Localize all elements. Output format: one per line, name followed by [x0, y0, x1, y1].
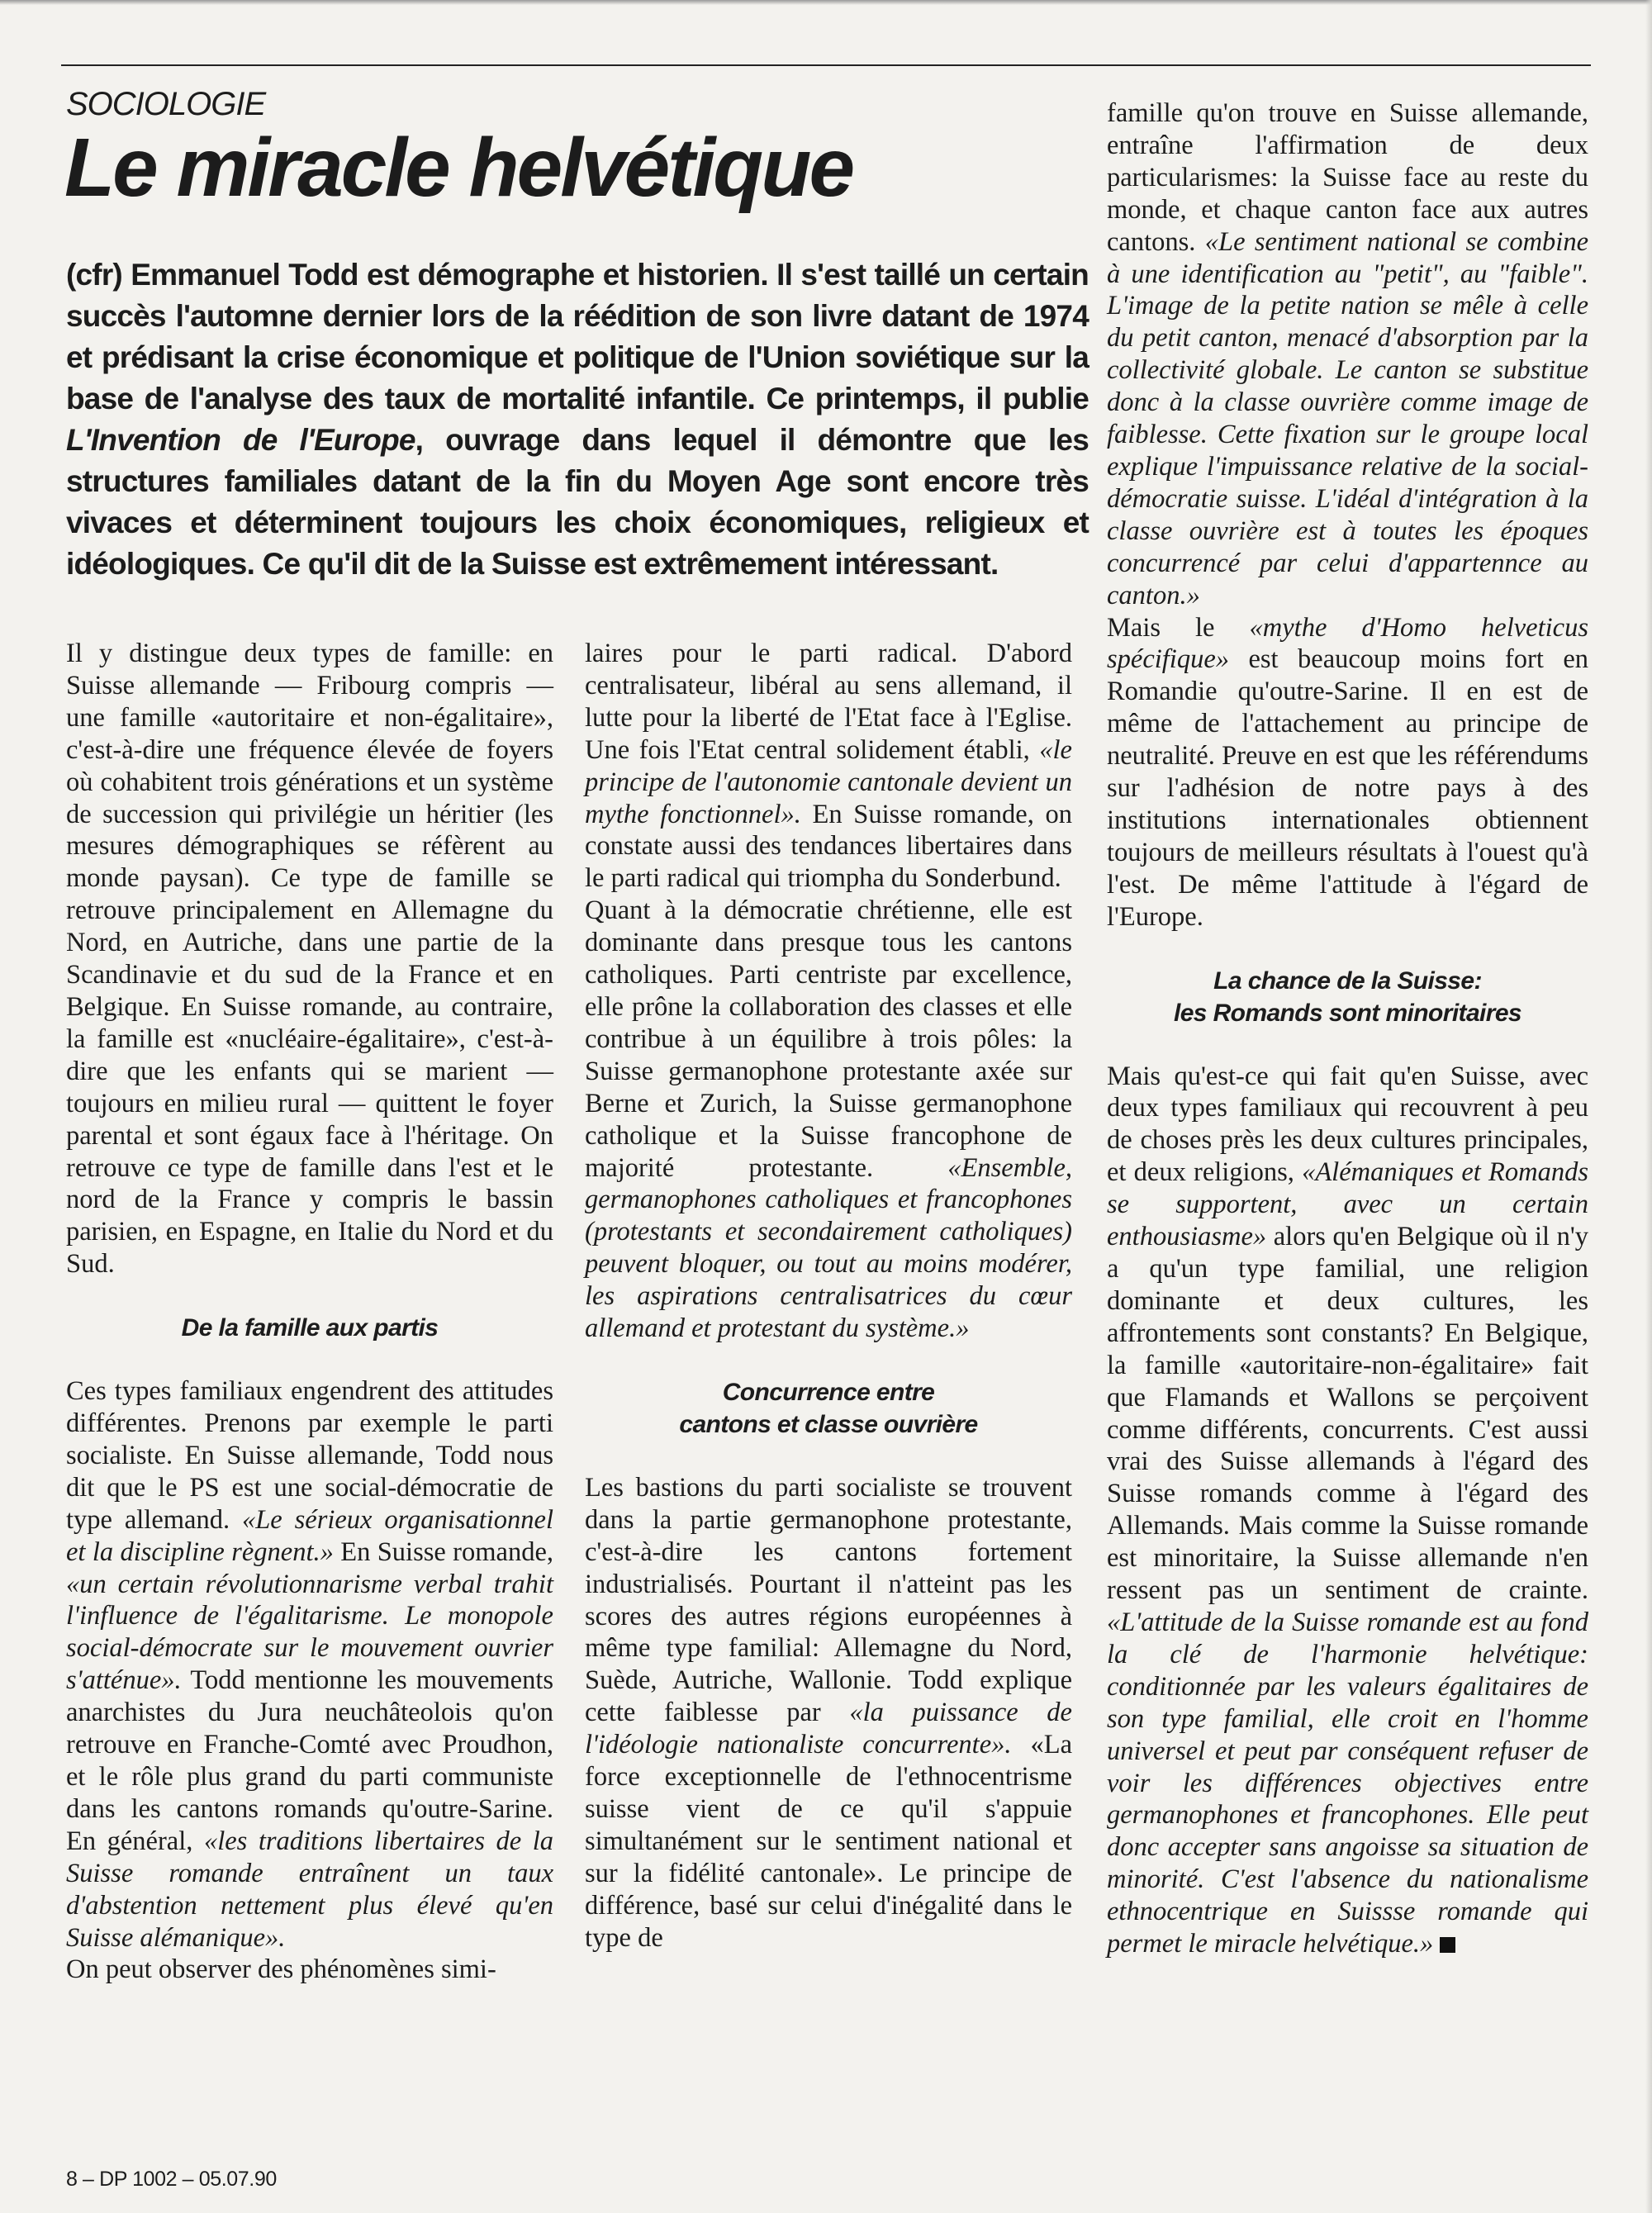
paragraph — [1107, 612, 1588, 933]
lead-text-2: , ouvrage dans lequel il démontre que les structures familiales datant de la fin du Moyen Age sont encore très vivaces et déterminent toujours les choix économiques, religieux et idéologiques. Ce qu'il dit de la Suisse est extrêmement intéressant. — [66, 423, 1089, 581]
section-rubric: SOCIOLOGIE — [66, 86, 266, 122]
quote: «un certain révolutionnarisme verbal trahit l'influence de l'égalitarisme. Le monopole social-démocrate sur le mouvement ouvrier s'atténue». — [66, 1569, 553, 1696]
text: Les bastions du parti socialiste se trouvent dans la partie germanophone protestante, c'est-à-dire les cantons fortement industrialisés. Pourtant il n'atteint pas les scores des autres régions européennes à même type familial: Allemagne du Nord, Suède, Autriche, Wallonie. Todd explique cette faiblesse par — [585, 1472, 1072, 1728]
quote: «les traditions libertaires de la Suisse romande entraînent un taux d'abstention nettement plus élevé qu'en Suisse alémanique». — [66, 1826, 553, 1953]
column-2 — [585, 638, 1072, 1954]
paragraph: On peut observer des phénomènes simi- — [66, 1954, 496, 1985]
subheading-line: La chance de la Suisse: — [1213, 966, 1482, 995]
header-rule — [61, 64, 1591, 66]
scan-shadow — [0, 0, 1652, 5]
paragraph — [1107, 1061, 1588, 1960]
subheading-line: Concurrence entre — [722, 1378, 935, 1406]
text: En Suisse romande, on constate aussi des tendances libertaires dans le parti radical qui triompha du Sonderbund. — [585, 799, 1072, 894]
column-1 — [66, 638, 553, 1986]
quote: «le principe de l'autonomie cantonale devient un mythe fonctionnel». — [585, 734, 1072, 829]
page-footer: 8 – DP 1002 – 05.07.90 — [66, 2168, 277, 2191]
quote: «la puissance de l'idéologie nationaliste concurrente». — [585, 1698, 1072, 1760]
text: Ces types familiaux engendrent des attitudes différentes. Prenons par exemple le parti socialiste. En Suisse allemande, Todd nous dit que le PS est une social-démocratie de type allemand. — [66, 1376, 553, 1535]
article-lead — [66, 254, 1089, 585]
text: Quant à la démocratie chrétienne, elle est dominante dans presque tous les cantons catholiques. Parti centriste par excellence, elle prône la collaboration des classes et elle contribue à un équilibre à trois pôles: la Suisse germanophone protestante axée sur Berne et Zurich, la Suisse germanophone catholique et la Suisse francophone de majorité protestante. — [585, 895, 1072, 1183]
quote: «Le sérieux organisationnel et la discipline règnent.» — [66, 1504, 553, 1567]
text: Mais le — [1107, 612, 1250, 643]
text: «La force exceptionnelle de l'ethnocentrisme suisse vient de ce qu'il s'appuie simultanément sur le sentiment national et sur la fidélité cantonale». Le principe de différence, basé sur celui d'inégalité dans le type de — [585, 1730, 1073, 1953]
quote: «Le sentiment national se combine à une identification au "petit", au "faible". L'image de la petite nation se mêle à celle du petit canton, menacé d'absorption par la collectivité globale. Le canton se substitue donc à la classe ouvrière comme image de faiblesse. Cette fixation sur le groupe local explique l'impuissance relative de la social-démocratie suisse. L'idéal d'intégration à la classe ouvrière est à toutes les époques concurrencé par celui d'appartennce au canton.» — [1107, 226, 1588, 610]
paragraph — [585, 895, 1072, 1345]
subheading-line: les Romands sont minoritaires — [1173, 999, 1522, 1027]
text: alors qu'en Belgique où il n'y a qu'un type familial, une religion dominante et deux cultures, les affrontements sont constants? En Belgique, la famille «autoritaire-non-égalitaire» fait que Flamands et Wallons se perçoivent comme différents, concurrents. C'est aussi vrai des Suisse allemands à l'égard des Suisse romands comme à l'égard des Allemands. Mais comme la Suisse romande est minoritaire, la Suisse allemande n'en ressent pas un sentiment de crainte. — [1107, 1222, 1588, 1606]
lead-book-title: L'Invention de l'Europe — [66, 423, 415, 457]
text: Todd mentionne les mouvements anarchistes du Jura neuchâteolois qu'on retrouve en Franche-Comté avec Proudhon, et le rôle plus grand du parti communiste dans les cantons romands qu'outre-Sarine. En général, — [66, 1665, 553, 1856]
text: famille qu'on trouve en Suisse allemande, entraîne l'affirmation de deux particularismes: la Suisse face au reste du monde, et chaque canton face aux autres cantons. — [1107, 98, 1588, 257]
quote: «L'attitude de la Suisse romande est au fond la clé de l'harmonie helvétique: conditionnée par les valeurs égalitaires de son type familial, elle croit en l'homme universel et peut par conséquent refuser de voir les différences objectives entre germanophones et francophones. Elle peut donc accepter sans angoisse sa situation de minorité. C'est l'absence du nationalisme ethnocentrique en Suissse romande qui permet le miracle helvétique.» — [1107, 1607, 1588, 1959]
text: Mais qu'est-ce qui fait qu'en Suisse, avec deux types familiaux qui recouvrent à peu de choses près les deux cultures principales, et deux religions, — [1107, 1061, 1588, 1188]
paragraph — [1107, 97, 1588, 612]
quote: «Ensemble, germanophones catholiques et francophones (protestants et secondairement catholiques) peuvent bloquer, ou tout au moins modérer, les aspirations centralisatrices du cœur allemand et protestant du système.» — [585, 1152, 1072, 1344]
paragraph — [585, 638, 1072, 895]
lead-text-1: (cfr) Emmanuel Todd est démographe et historien. Il s'est taillé un certain succès l'automne dernier lors de la réédition de son livre datant de 1974 et prédisant la crise économique et politique de l'Union soviétique sur la base de l'analyse des taux de mortalité infantile. Ce printemps, il publie — [66, 258, 1089, 416]
scan-edge — [1645, 0, 1652, 2213]
subheading-concurrence — [585, 1376, 1072, 1441]
subheading-chance-suisse — [1107, 965, 1588, 1029]
text: laires pour le parti radical. D'abord centralisateur, libéral au sens allemand, il lutte pour la liberté de l'Etat face à l'Eglise. Une fois l'Etat central solidement établi, — [585, 639, 1072, 765]
article-title: Le miracle helvétique — [64, 121, 853, 214]
subheading-line: cantons et classe ouvrière — [679, 1410, 978, 1438]
subheading-famille-partis: De la famille aux partis — [181, 1314, 439, 1342]
quote: «Alémaniques et Romands se supportent, avec un certain enthousiasme» — [1107, 1157, 1588, 1252]
paragraph — [585, 1472, 1072, 1954]
column-3 — [1107, 97, 1588, 1960]
text: est beaucoup moins fort en Romandie qu'outre-Sarine. Il en est de même de l'attachement au principe de neutralité. Preuve en est que les référendums sur l'adhésion de notre pays à des institutions internationales obtiennent toujours de meilleurs résultats à l'ouest qu'à l'est. De même l'attitude à l'égard de l'Europe. — [1107, 644, 1588, 932]
quote: «mythe d'Homo helveticus spécifique» — [1107, 612, 1588, 675]
text: En Suisse romande, — [333, 1536, 553, 1567]
paragraph: Il y distingue deux types de famille: en Suisse allemande — Fribourg compris — une famille «autoritaire et non-égalitaire», c'est-à-dire une fréquence élevée de foyers où cohabitent trois générations et un système de succession qui privilégie un héritier (les mesures démographiques se réfèrent au monde paysan). Ce type de famille se retrouve principalement en Allemagne du Nord, en Autriche, dans une partie de la Scandinavie et du sud de la France et en Belgique. En Suisse romande, au contraire, la famille est «nucléaire-égalitaire», c'est-à-dire que les enfants qui se marient — toujours en milieu rural — quittent le foyer parental et sont égaux face à l'héritage. On retrouve ce type de famille dans l'est et le nord de la France y compris le bassin parisien, en Espagne, en Italie du Nord et du Sud. — [66, 639, 553, 1280]
paragraph — [66, 1375, 553, 1954]
end-mark-icon — [1440, 1937, 1455, 1953]
